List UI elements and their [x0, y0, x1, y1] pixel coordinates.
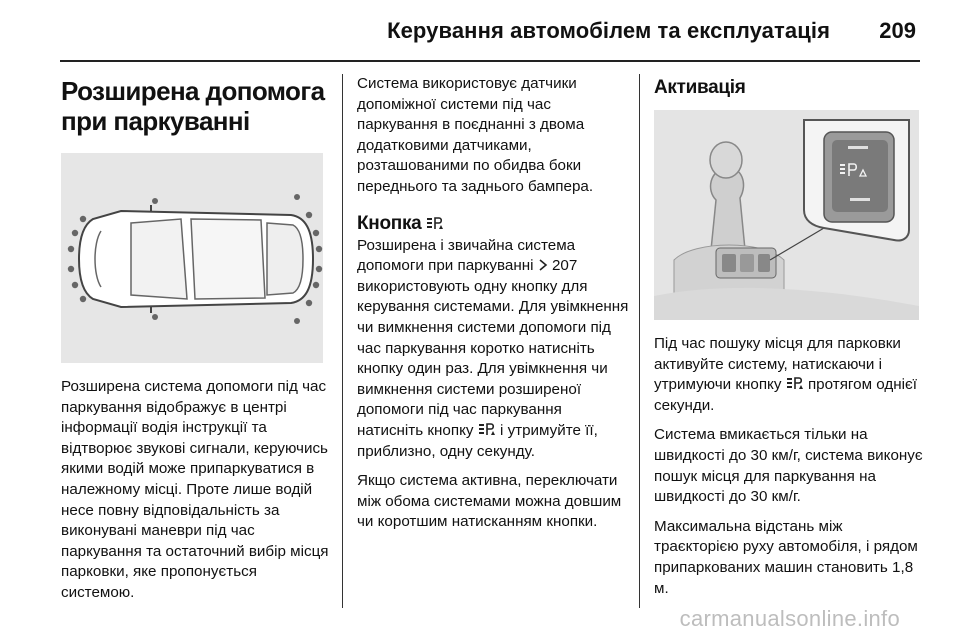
column-divider: [342, 74, 343, 608]
button-heading: [357, 212, 629, 236]
paragraph: Розширена система допомоги під час паркування відображує в центрі інформації водія інструкції та відтворює звукові сигнали, керуючись якими водій може припаркуватися в належному місці. Проте лише водій несе повну відповідальність за виконувані маневри під час паркування та остаточний вибір місця парковки, яке пропонується системою.: [61, 378, 329, 601]
section-heading: Активація: [654, 77, 746, 98]
page-header: [0, 0, 960, 60]
text-run: і утримуйте її, приблизно, одну секунду.: [357, 421, 598, 460]
text-run: Розширена і звичайна система допомоги при паркуванні: [357, 236, 576, 275]
paragraph: Система вмикається тільки на швидкості до 30 км/г, система виконує пошук місця для паркування на швидкості до 30 км/г.: [654, 426, 923, 506]
section-heading: Розширена допомога при паркуванні: [61, 76, 325, 136]
car-top-view-sensors-illustration: [61, 153, 323, 363]
column-divider: [639, 74, 640, 608]
column-3: [654, 70, 924, 599]
header-rule: [60, 60, 920, 62]
console-button-photo-illustration: [654, 110, 919, 320]
text-run: Під час пошуку місця для парковки активуйте систему, натискаючи і утримуючи кнопку: [654, 335, 901, 394]
paragraph: [357, 236, 629, 463]
watermark: carmanualsonline.info: [679, 606, 900, 631]
page-reference: 207: [551, 257, 578, 275]
paragraph: Система використовує датчики допоміжної системи під час паркування в поєднанні з двома додатковими датчиками, розташованими по обидва боки переднього та заднього бампера.: [357, 75, 594, 195]
paragraph: Максимальна відстань між траєкторією руху автомобіля, і рядом припаркованих машин становить 1,8 м.: [654, 517, 918, 597]
parking-assist-icon: [478, 422, 496, 435]
reference-arrow-icon: [538, 257, 548, 269]
parking-assist-icon: [426, 213, 444, 226]
column-1: [61, 70, 329, 604]
parking-assist-icon: [786, 376, 804, 389]
page-number: 209: [879, 18, 916, 43]
column-2: [357, 70, 629, 533]
text-run: протягом однієї секунди.: [654, 376, 917, 414]
header-title: Керування автомобілем та експлуатація: [387, 18, 830, 43]
text-run: використовують одну кнопку для керування системами. Для увімкнення чи вимкнення системи допомоги під час паркування коротко натисніть кнопку один раз. Для увімкнення чи вимкнення системи розширеної допомоги під час паркування натисніть кнопку: [357, 277, 629, 439]
paragraph: [654, 334, 924, 416]
button-heading-label: Кнопка: [357, 212, 422, 234]
paragraph: Якщо система активна, переключати між обома системами можна довшим чи коротшим натисканням кнопки.: [357, 472, 622, 531]
